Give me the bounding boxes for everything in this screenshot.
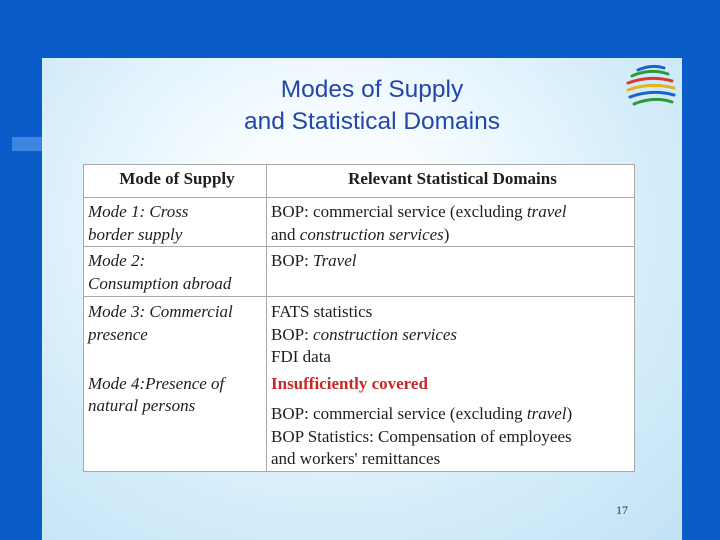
header-statistical-domains: Relevant Statistical Domains (267, 165, 635, 198)
domain-line: and construction services) (271, 224, 450, 244)
table-row (84, 297, 635, 369)
table-row (84, 198, 635, 247)
wto-logo-icon (624, 62, 678, 112)
domain-line: BOP: commercial service (excluding travel (271, 202, 567, 221)
mode-cell (84, 369, 267, 472)
modes-domains-table (83, 164, 635, 472)
mode-cell (84, 297, 267, 369)
table-row (84, 369, 635, 472)
mode-cell (84, 198, 267, 247)
mode-text: Mode 4:Presence of (88, 373, 225, 393)
spacer (271, 395, 634, 403)
page-number: 17 (616, 503, 628, 517)
domain-cell (267, 198, 635, 247)
domain-line: BOP Statistics: Compensation of employees (271, 426, 572, 446)
mode-text: border supply (88, 224, 183, 244)
mode-cell (84, 247, 267, 297)
domain-line: FDI data (271, 347, 331, 366)
domain-cell (267, 369, 635, 472)
domain-line: BOP: construction services (271, 324, 458, 344)
domain-line: BOP: commercial service (excluding travel) (271, 404, 573, 423)
mode-text: Mode 2: (88, 251, 146, 270)
table-header-row (84, 165, 635, 198)
title-line-1: Modes of Supply (280, 76, 464, 103)
domain-line: and workers' remittances (271, 449, 441, 468)
header-mode-of-supply: Mode of Supply (84, 165, 267, 198)
mode-text: natural persons (88, 396, 196, 415)
domain-cell (267, 297, 635, 369)
mode-text: Consumption abroad (88, 273, 232, 293)
slide-panel (42, 58, 682, 540)
coverage-status: Insufficiently covered (271, 373, 428, 393)
title-line-2: and Statistical Domains (243, 108, 500, 135)
table-row (84, 247, 635, 297)
mode-text: Mode 3: Commercial (88, 302, 233, 321)
domain-line: FATS statistics (271, 302, 373, 321)
slide-title (42, 74, 702, 138)
mode-text: presence (88, 324, 148, 344)
domain-cell (267, 247, 635, 297)
domain-line: BOP: Travel (271, 251, 357, 270)
mode-text: Mode 1: Cross (88, 202, 189, 221)
decorative-bar-left (12, 137, 42, 151)
